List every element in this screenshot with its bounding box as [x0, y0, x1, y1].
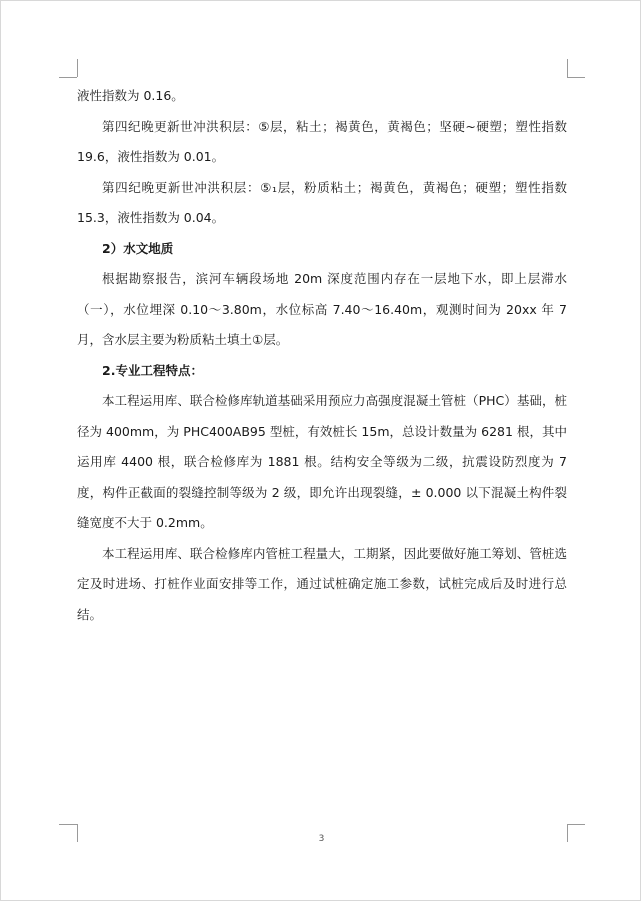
paragraph: 本工程运用库、联合检修库轨道基础采用预应力高强度混凝土管桩（PHC）基础，桩径为 400mm，为 PHC400AB95 型桩，有效桩长 15m，总设计数量为 6281 根，其中运用库 4400 根，联合检修库为 1881 根。结构安全等级为二级，抗震设防烈度为 7 度，构件正截面的裂缝控制等级为 2 级，即允许出现裂缝，± 0.000 以下混凝土构件裂缝宽度不大于 0.2mm。: [77, 393, 567, 530]
page-number: 3: [318, 834, 325, 844]
paragraph: 第四纪晚更新世冲洪积层：⑤层，粘土；褐黄色，黄褐色；坚硬~硬塑；塑性指数 19.6，液性指数为 0.01。: [77, 118, 567, 164]
paragraph: 第四纪晚更新世冲洪积层：⑤₁层，粉质粘土；褐黄色，黄褐色；硬塑；塑性指数 15.3，液性指数为 0.04。: [77, 179, 567, 225]
paragraph: 液性指数为 0.16。: [77, 88, 184, 103]
paragraph: 根据勘察报告，滨河车辆段场地 20m 深度范围内存在一层地下水，即上层滞水（一），水位埋深 0.10～3.80m，水位标高 7.40～16.40m，观测时间为 20xx 年 7 月，含水层主要为粉质粘土填土①层。: [77, 271, 567, 347]
section-heading: 2.专业工程特点：: [102, 362, 203, 378]
document-body: [77, 81, 567, 630]
paragraph: 本工程运用库、联合检修库内管桩工程量大，工期紧，因此要做好施工筹划、管桩选定及时进场、打桩作业面安排等工作，通过试桩确定施工参数，试桩完成后及时进行总结。: [77, 545, 567, 622]
section-heading: 2）水文地质: [102, 240, 174, 256]
